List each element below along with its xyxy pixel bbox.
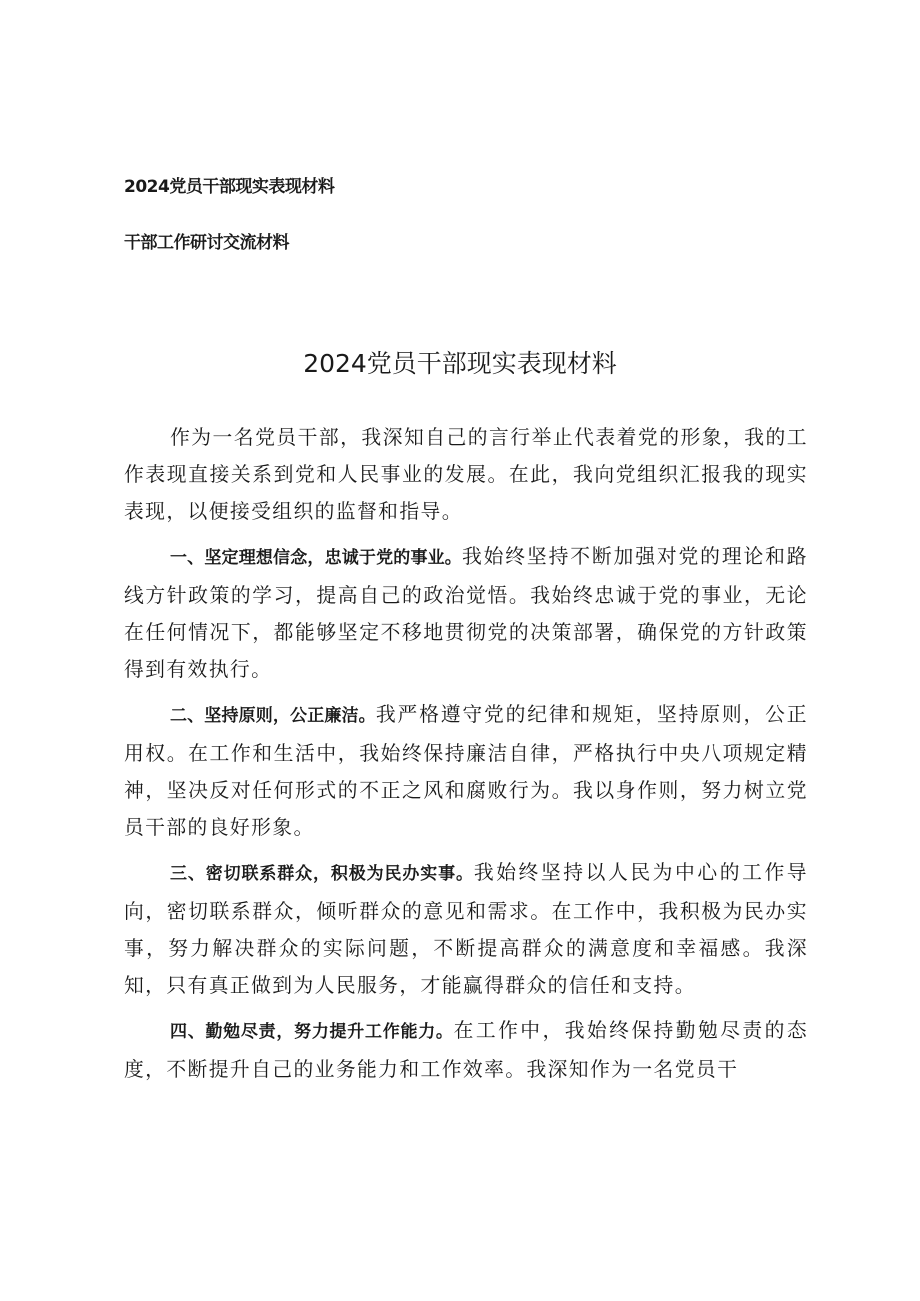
section-heading: 一、坚定理想信念，忠诚于党的事业。 [170, 548, 462, 568]
toc-line-title: 2024党员干部现实表现材料 [124, 177, 335, 197]
section-text: 我始终坚持不断加强对党的理论和路线方针政策的学习，提高自己的政治觉悟。我始终忠诚于党的事业，无论在任何情况下，都能够坚定不移地贯彻党的决策部署，确保党的方针政策得到有效执行。 [124, 545, 808, 681]
section-paragraph-3 [124, 854, 808, 1004]
section-heading: 二、坚持原则，公正廉洁。 [170, 706, 376, 726]
intro-paragraph: 作为一名党员干部，我深知自己的言行举止代表着党的形象，我的工作表现直接关系到党和人民事业的发展。在此，我向党组织汇报我的现实表现，以便接受组织的监督和指导。 [124, 426, 808, 523]
section-heading: 三、密切联系群众，积极为民办实事。 [170, 864, 474, 884]
section-paragraph-1 [124, 538, 808, 688]
section-heading: 四、勤勉尽责，努力提升工作能力。 [170, 1022, 454, 1042]
section-text: 我始终坚持以人民为中心的工作导向，密切联系群众，倾听群众的意见和需求。在工作中，我积极为民办实事，努力解决群众的实际问题，不断提高群众的满意度和幸福感。我深知，只有真正做到为人民服务，才能赢得群众的信任和支持。 [124, 861, 808, 997]
toc-line-subtitle: 干部工作研讨交流材料 [124, 233, 289, 253]
section-text: 在工作中，我始终保持勤勉尽责的态度，不断提升自己的业务能力和工作效率。我深知作为一名党员干 [124, 1019, 809, 1081]
document-title: 2024党员干部现实表现材料 [303, 348, 617, 378]
document-body [124, 419, 808, 1096]
section-paragraph-2 [124, 696, 808, 846]
section-text: 我严格遵守党的纪律和规矩，坚持原则，公正用权。在工作和生活中，我始终保持廉洁自律，严格执行中央八项规定精神，坚决反对任何形式的不正之风和腐败行为。我以身作则，努力树立党员干部的良好形象。 [124, 703, 808, 839]
section-paragraph-4 [124, 1012, 808, 1088]
